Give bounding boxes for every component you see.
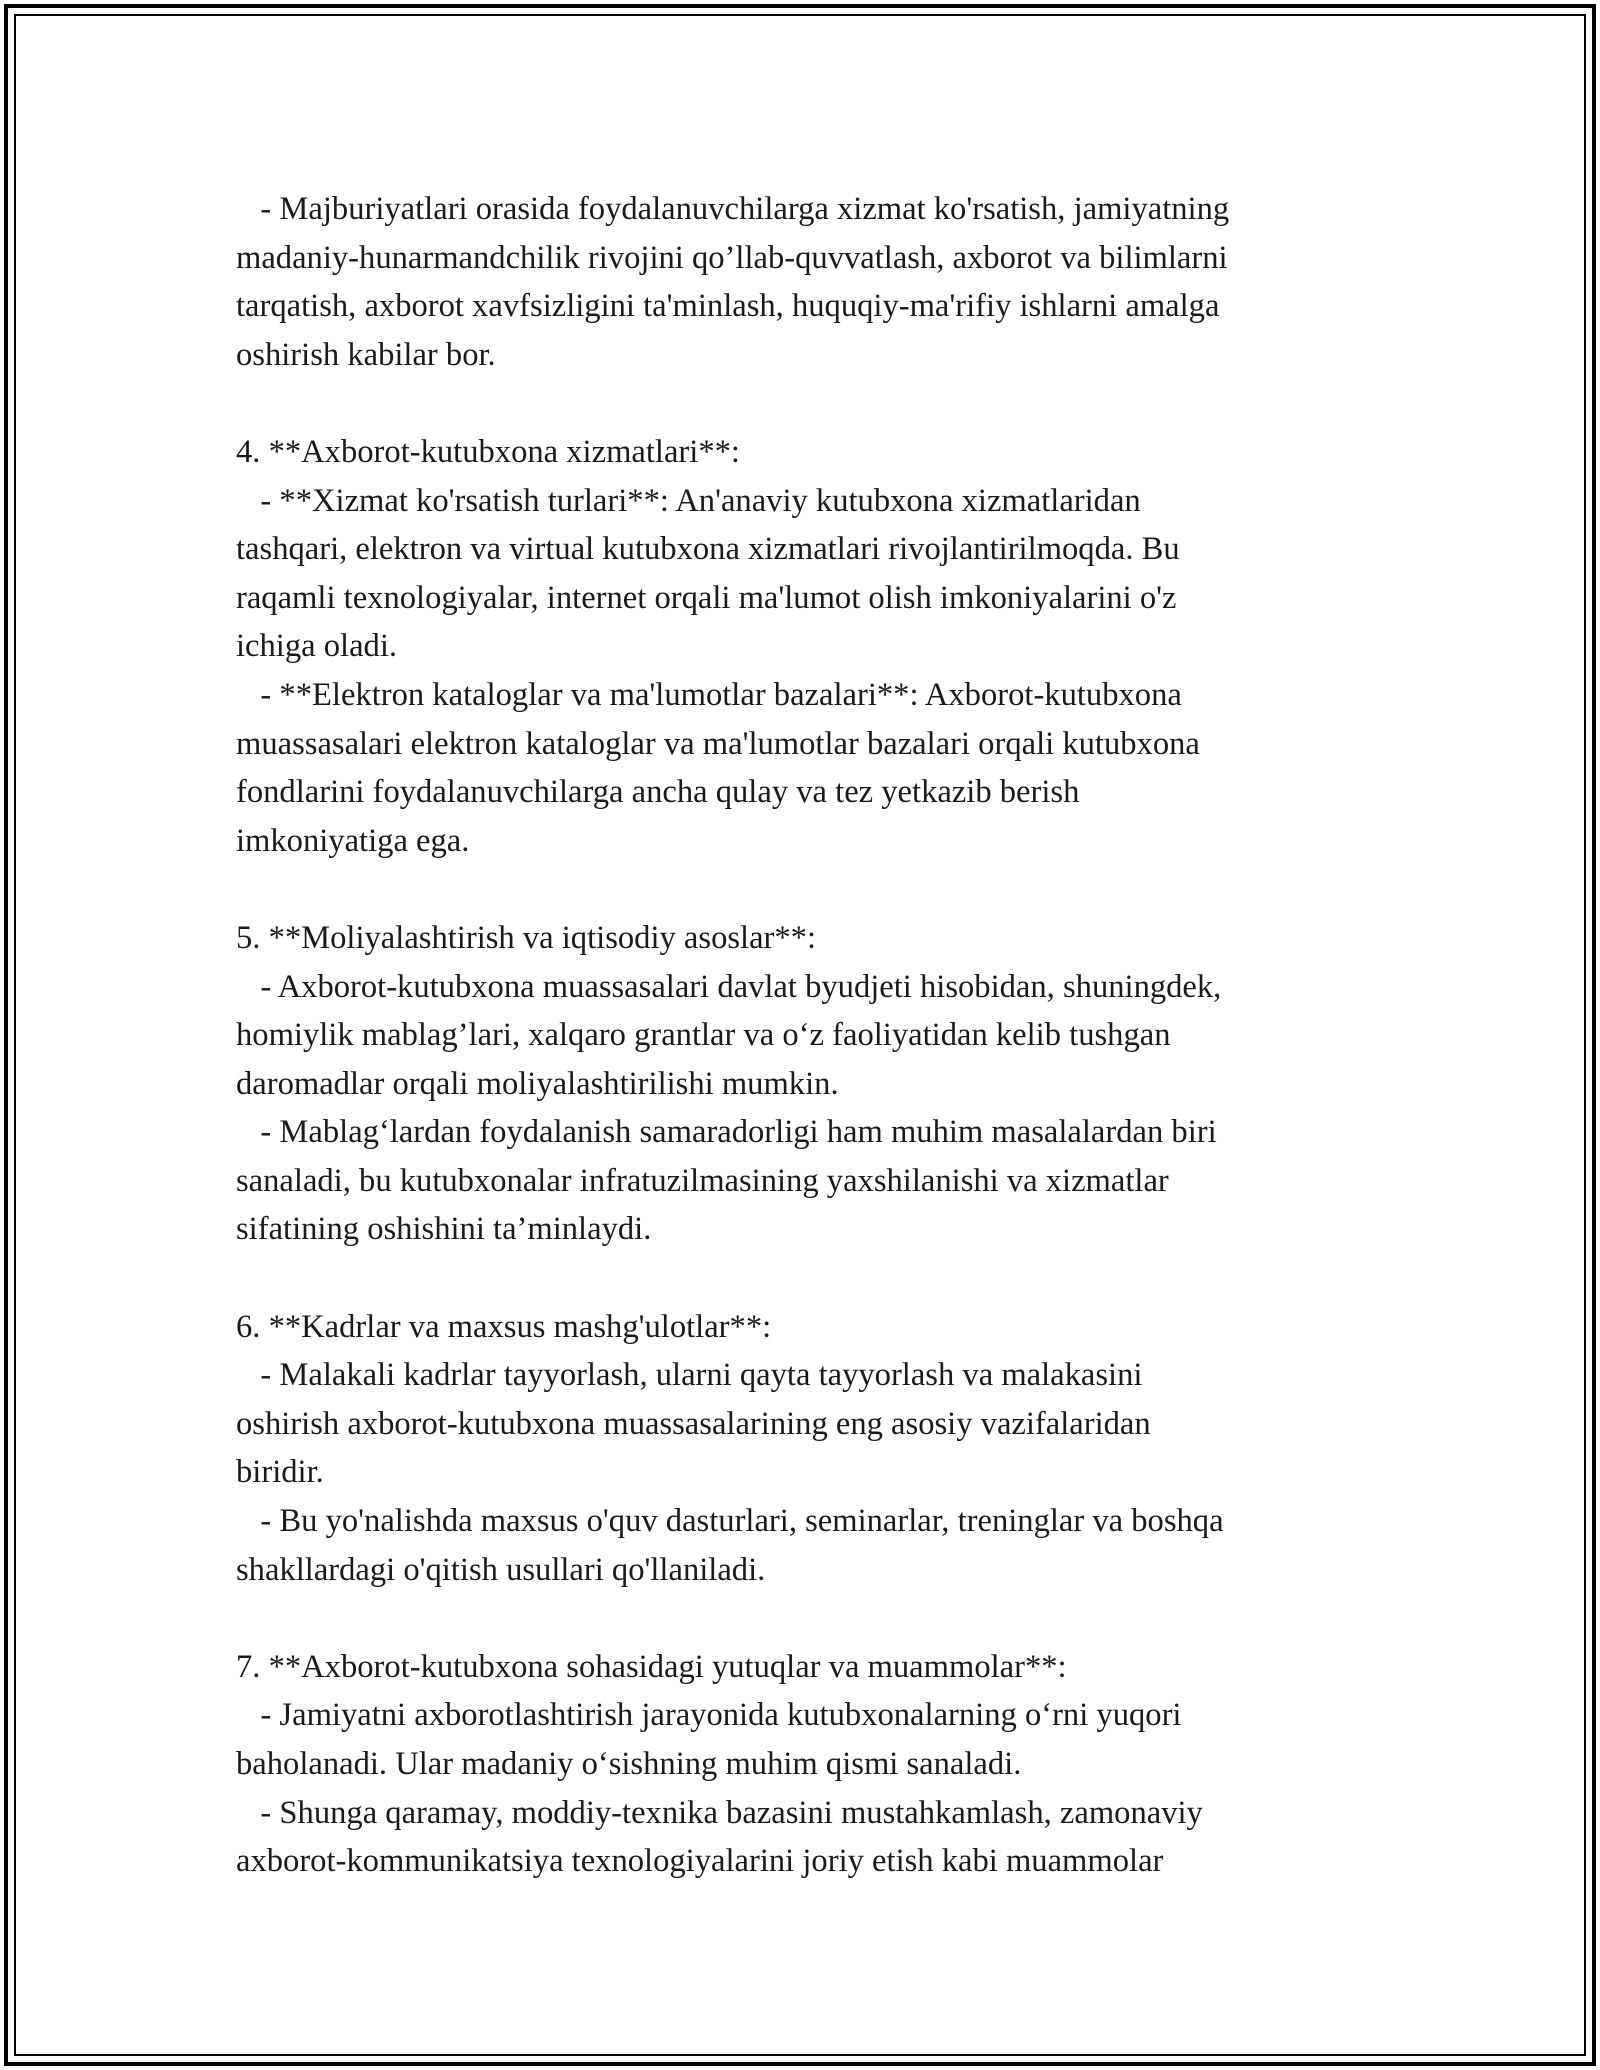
text-line: fondlarini foydalanuvchilarga ancha qulay va tez yetkazib berish (236, 774, 1080, 811)
section-heading-4: 4. **Axborot-kutubxona xizmatlari**: (236, 433, 740, 470)
text-line: sifatining oshishini ta’minlaydi. (236, 1211, 652, 1248)
blank-line (236, 379, 1364, 428)
text-line: sanaladi, bu kutubxonalar infratuzilmasining yaxshilanishi va xizmatlar (236, 1162, 1169, 1199)
text-line: oshirish kabilar bor. (236, 336, 496, 373)
text-line: - Axborot-kutubxona muassasalari davlat byudjeti hisobidan, shuningdek, (236, 968, 1222, 1005)
text-line: - **Xizmat ko'rsatish turlari**: An'anaviy kutubxona xizmatlaridan (236, 482, 1141, 519)
text-line: ichiga oladi. (236, 628, 398, 665)
text-line: shakllardagi o'qitish usullari qo'llaniladi. (236, 1551, 766, 1588)
text-line: - Mablag‘lardan foydalanish samaradorligi ham muhim masalalardan biri (236, 1114, 1217, 1151)
text-line: daromadlar orqali moliyalashtirilishi mumkin. (236, 1065, 839, 1102)
text-line: - **Elektron kataloglar va ma'lumotlar bazalari**: Axborot-kutubxona (236, 676, 1182, 713)
section-heading-5: 5. **Moliyalashtirish va iqtisodiy asoslar**: (236, 919, 817, 956)
blank-line (236, 865, 1364, 914)
section-heading-7: 7. **Axborot-kutubxona sohasidagi yutuqlar va muammolar**: (236, 1648, 1067, 1685)
text-line: biridir. (236, 1454, 324, 1491)
text-line: baholanadi. Ular madaniy o‘sishning muhim qismi sanaladi. (236, 1746, 1022, 1782)
text-line: raqamli texnologiyalar, internet orqali ma'lumot olish imkoniyalarini o'z (236, 579, 1177, 616)
blank-line (236, 1594, 1364, 1643)
text-line: muassasalari elektron kataloglar va ma'lumotlar bazalari orqali kutubxona (236, 725, 1200, 762)
text-line: madaniy-hunarmandchilik rivojini qo’llab-quvvatlash, axborot va bilimlarni (236, 239, 1228, 276)
text-line: axborot-kommunikatsiya texnologiyalarini joriy etish kabi muammolar (236, 1843, 1164, 1880)
text-line: - Jamiyatni axborotlashtirish jarayonida kutubxonalarning o‘rni yuqori (236, 1697, 1182, 1734)
text-line: - Majburiyatlari orasida foydalanuvchilarga xizmat ko'rsatish, jamiyatning (236, 191, 1230, 227)
text-line: tarqatish, axborot xavfsizligini ta'minlash, huquqiy-ma'rifiy ishlarni amalga (236, 288, 1220, 325)
text-line: homiylik mablag’lari, xalqaro grantlar va o‘z faoliyatidan kelib tushgan (236, 1017, 1171, 1054)
text-line: - Malakali kadrlar tayyorlash, ularni qayta tayyorlash va malakasini (236, 1357, 1143, 1394)
text-line: - Bu yo'nalishda maxsus o'quv dasturlari, seminarlar, treninglar va boshqa (236, 1503, 1224, 1540)
text-line: - Shunga qaramay, moddiy-texnika bazasini mustahkamlash, zamonaviy (236, 1794, 1203, 1831)
text-line: oshirish axborot-kutubxona muassasalarining eng asosiy vazifalaridan (236, 1405, 1151, 1442)
section-heading-6: 6. **Kadrlar va maxsus mashg'ulotlar**: (236, 1308, 772, 1345)
blank-line (236, 1254, 1364, 1303)
document-body (236, 185, 1364, 1886)
text-line: tashqari, elektron va virtual kutubxona xizmatlari rivojlantirilmoqda. Bu (236, 531, 1180, 568)
text-line: imkoniyatiga ega. (236, 822, 470, 859)
